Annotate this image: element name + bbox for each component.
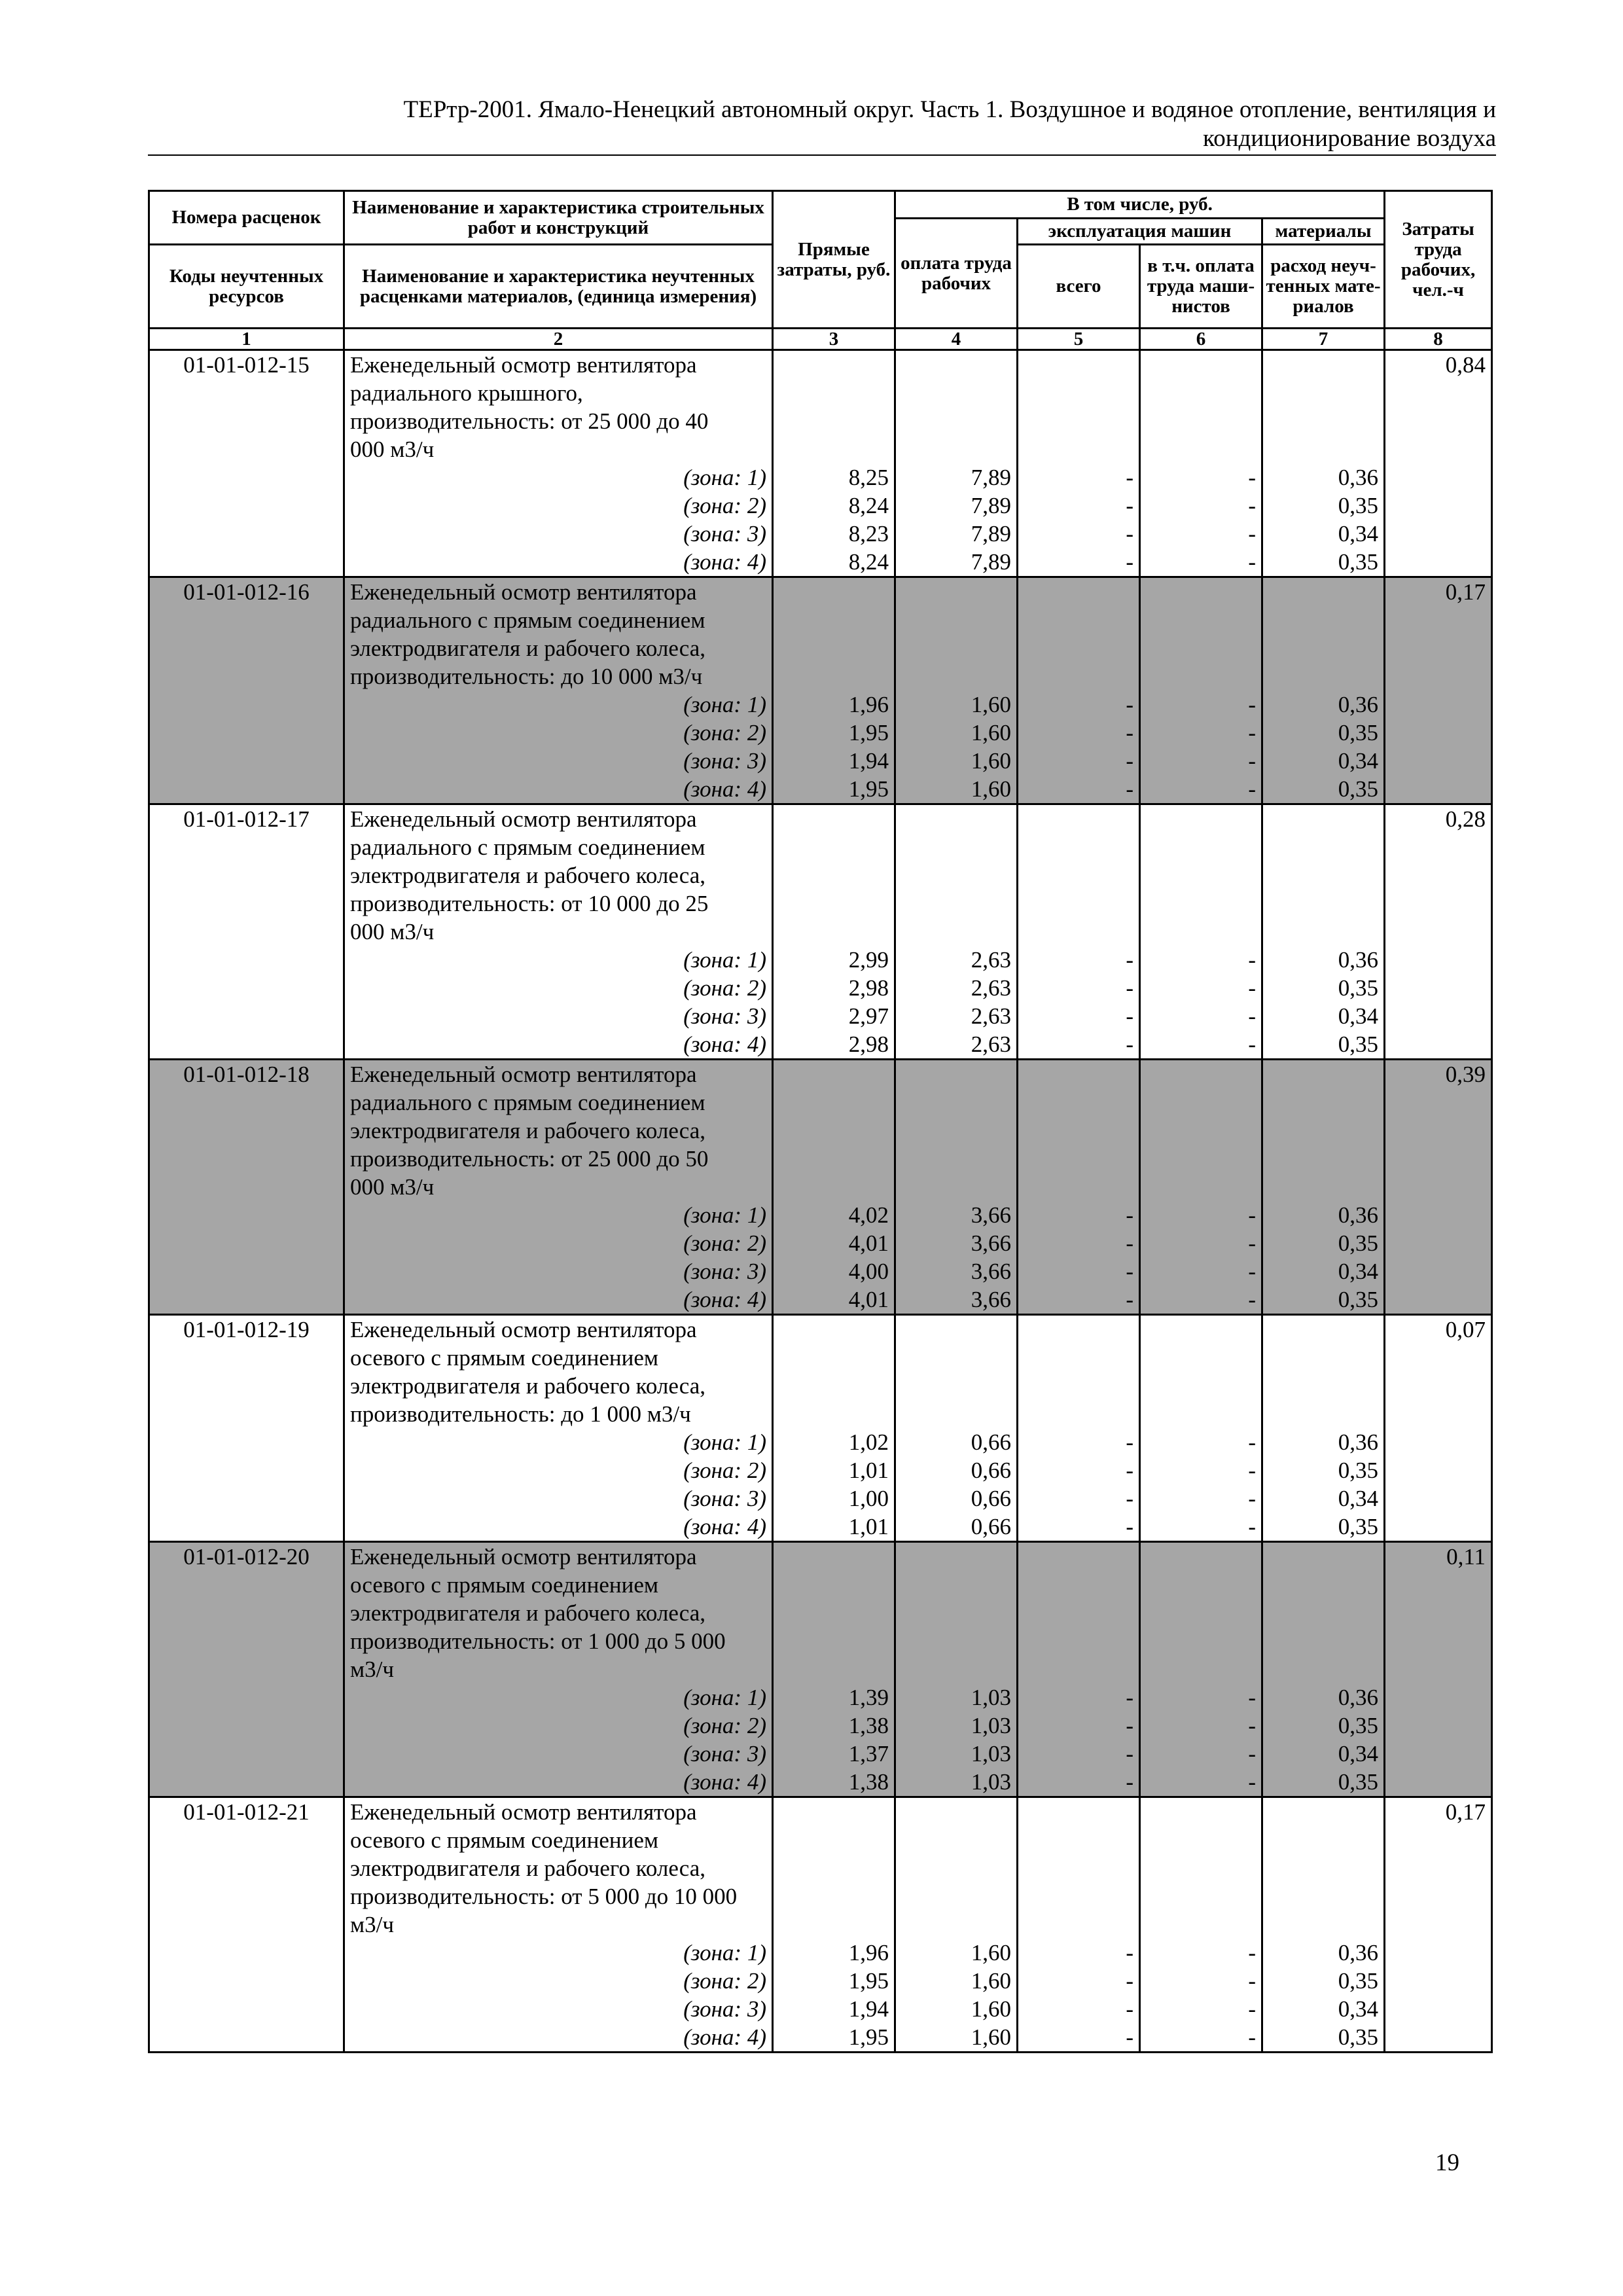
rate-name-line: Еженедельный осмотр вентилятора [350, 1317, 697, 1342]
zone-row [149, 1712, 1492, 1740]
rate-block [149, 1060, 1492, 1315]
zone-row [149, 747, 1492, 775]
worker-wage: 1,60 [895, 1967, 1018, 1995]
machinist-wage: - [1140, 1456, 1262, 1484]
col6-header: в т.ч. оплата труда маши-нистов [1140, 245, 1262, 329]
worker-wage: 3,66 [895, 1285, 1018, 1315]
zone-row [149, 1740, 1492, 1768]
rate-name-line: электродвигателя и рабочего колеса, [350, 1856, 706, 1881]
rate-name-line: осевого с прямым соединением [350, 1827, 659, 1853]
zone-label: (зона: 4) [344, 548, 773, 577]
zone-row [149, 1456, 1492, 1484]
materials-cost: 0,35 [1262, 1456, 1385, 1484]
machine-total: - [1018, 719, 1140, 747]
machine-total: - [1018, 946, 1140, 974]
machine-total: - [1018, 1967, 1140, 1995]
materials-cost: 0,35 [1262, 1768, 1385, 1797]
zone-label: (зона: 2) [344, 1229, 773, 1257]
zone-label: (зона: 4) [344, 1513, 773, 1542]
machinist-wage: - [1140, 1967, 1262, 1995]
materials-cost: 0,36 [1262, 463, 1385, 492]
worker-wage: 2,63 [895, 946, 1018, 974]
machinist-wage: - [1140, 719, 1262, 747]
rate-name-line: электродвигателя и рабочего колеса, [350, 636, 706, 661]
direct-cost: 8,23 [773, 520, 895, 548]
rate-code: 01-01-012-15 [149, 350, 344, 464]
machine-total: - [1018, 691, 1140, 719]
zone-label: (зона: 2) [344, 974, 773, 1002]
col1-top-header: Номера расценок [149, 191, 344, 245]
direct-cost: 4,01 [773, 1285, 895, 1315]
incl-header: В том числе, руб. [895, 191, 1385, 219]
machine-total: - [1018, 1428, 1140, 1456]
rate-block [149, 1542, 1492, 1797]
zone-label: (зона: 3) [344, 1257, 773, 1285]
zone-label: (зона: 3) [344, 1995, 773, 2023]
machinist-wage: - [1140, 1484, 1262, 1513]
materials-cost: 0,35 [1262, 719, 1385, 747]
rate-name-line: производительность: до 1 000 м3/ч [350, 1401, 691, 1427]
labor-cost: 0,17 [1385, 1797, 1492, 1939]
column-number: 5 [1018, 329, 1140, 350]
worker-wage: 0,66 [895, 1456, 1018, 1484]
labor-cost: 0,39 [1385, 1060, 1492, 1202]
column-number: 1 [149, 329, 344, 350]
col1-bottom-header: Коды неучтенных ресурсов [149, 245, 344, 329]
zone-label: (зона: 1) [344, 1683, 773, 1712]
rate-code: 01-01-012-18 [149, 1060, 344, 1202]
rate-name-line: Еженедельный осмотр вентилятора [350, 1062, 697, 1087]
rate-name [344, 577, 773, 691]
worker-wage: 1,60 [895, 1995, 1018, 2023]
direct-cost: 1,00 [773, 1484, 895, 1513]
zone-label: (зона: 4) [344, 1768, 773, 1797]
machines-header: эксплуатация машин [1018, 219, 1262, 245]
materials-cost: 0,36 [1262, 946, 1385, 974]
materials-cost: 0,36 [1262, 1683, 1385, 1712]
machine-total: - [1018, 1939, 1140, 1967]
direct-cost: 1,95 [773, 775, 895, 804]
zone-label: (зона: 1) [344, 1939, 773, 1967]
materials-cost: 0,35 [1262, 2023, 1385, 2053]
direct-cost: 2,97 [773, 1002, 895, 1030]
col8-header: Затраты труда рабочих, чел.-ч [1385, 191, 1492, 329]
rate-block [149, 577, 1492, 804]
worker-wage: 1,60 [895, 691, 1018, 719]
direct-cost: 2,98 [773, 1030, 895, 1060]
rate-name-line: 000 м3/ч [350, 919, 435, 944]
materials-cost: 0,35 [1262, 1513, 1385, 1542]
rate-name [344, 1315, 773, 1429]
worker-wage: 0,66 [895, 1484, 1018, 1513]
machine-total: - [1018, 1740, 1140, 1768]
machine-total: - [1018, 1484, 1140, 1513]
rate-name-line: производительность: от 10 000 до 25 [350, 891, 709, 916]
worker-wage: 2,63 [895, 1002, 1018, 1030]
col2-bottom-header: Наименование и характеристика неучтенных расценками материалов, (единица измерения) [344, 245, 773, 329]
column-number: 4 [895, 329, 1018, 350]
machine-total: - [1018, 492, 1140, 520]
page-header [148, 96, 1496, 156]
materials-cost: 0,34 [1262, 1995, 1385, 2023]
header-line-1: ТЕРтр-2001. Ямало-Ненецкий автономный округ. Часть 1. Воздушное и водяное отопление, вентиляция и [403, 96, 1496, 123]
worker-wage: 0,66 [895, 1513, 1018, 1542]
worker-wage: 1,03 [895, 1712, 1018, 1740]
zone-row [149, 719, 1492, 747]
machinist-wage: - [1140, 463, 1262, 492]
rate-title-row [149, 1060, 1492, 1202]
machinist-wage: - [1140, 691, 1262, 719]
zone-row [149, 1428, 1492, 1456]
direct-cost: 8,24 [773, 492, 895, 520]
rate-code: 01-01-012-19 [149, 1315, 344, 1429]
direct-cost: 1,95 [773, 2023, 895, 2053]
rate-code: 01-01-012-17 [149, 804, 344, 946]
zone-label: (зона: 4) [344, 1285, 773, 1315]
zone-label: (зона: 1) [344, 946, 773, 974]
zone-row [149, 548, 1492, 577]
zone-row [149, 463, 1492, 492]
zone-label: (зона: 4) [344, 775, 773, 804]
machinist-wage: - [1140, 1740, 1262, 1768]
zone-label: (зона: 1) [344, 1201, 773, 1229]
machine-total: - [1018, 1285, 1140, 1315]
col5-header: всего [1018, 245, 1140, 329]
machinist-wage: - [1140, 548, 1262, 577]
materials-cost: 0,34 [1262, 1740, 1385, 1768]
materials-cost: 0,36 [1262, 1939, 1385, 1967]
machinist-wage: - [1140, 747, 1262, 775]
machine-total: - [1018, 775, 1140, 804]
materials-cost: 0,34 [1262, 1257, 1385, 1285]
zone-row [149, 691, 1492, 719]
machine-total: - [1018, 1995, 1140, 2023]
machine-total: - [1018, 1030, 1140, 1060]
worker-wage: 1,60 [895, 747, 1018, 775]
rate-title-row [149, 1797, 1492, 1939]
machine-total: - [1018, 1712, 1140, 1740]
worker-wage: 3,66 [895, 1257, 1018, 1285]
machine-total: - [1018, 1456, 1140, 1484]
rate-name-line: электродвигателя и рабочего колеса, [350, 1600, 706, 1626]
direct-cost: 1,95 [773, 1967, 895, 1995]
direct-cost: 1,38 [773, 1712, 895, 1740]
zone-label: (зона: 2) [344, 1712, 773, 1740]
machinist-wage: - [1140, 775, 1262, 804]
direct-cost: 2,98 [773, 974, 895, 1002]
worker-wage: 7,89 [895, 492, 1018, 520]
machinist-wage: - [1140, 1683, 1262, 1712]
col2-top-header: Наименование и характеристика строительных работ и конструкций [344, 191, 773, 245]
rate-block [149, 1797, 1492, 2053]
machinist-wage: - [1140, 1030, 1262, 1060]
machinist-wage: - [1140, 2023, 1262, 2053]
machinist-wage: - [1140, 974, 1262, 1002]
direct-cost: 1,01 [773, 1513, 895, 1542]
materials-cost: 0,35 [1262, 1285, 1385, 1315]
zone-label: (зона: 1) [344, 463, 773, 492]
rate-name-line: осевого с прямым соединением [350, 1345, 659, 1371]
materials-header: материалы [1262, 219, 1385, 245]
materials-cost: 0,35 [1262, 492, 1385, 520]
zone-row [149, 1201, 1492, 1229]
machine-total: - [1018, 1257, 1140, 1285]
direct-cost: 8,25 [773, 463, 895, 492]
machine-total: - [1018, 2023, 1140, 2053]
zone-row [149, 1484, 1492, 1513]
rate-name [344, 804, 773, 946]
col4-header: оплата труда рабочих [895, 219, 1018, 329]
zone-row [149, 775, 1492, 804]
rate-name-line: производительность: от 5 000 до 10 000 [350, 1884, 738, 1909]
zone-label: (зона: 3) [344, 1484, 773, 1513]
zone-row [149, 1995, 1492, 2023]
labor-cost: 0,28 [1385, 804, 1492, 946]
col7-header: расход неуч-тенных мате-риалов [1262, 245, 1385, 329]
rate-name-line: Еженедельный осмотр вентилятора [350, 579, 697, 605]
machine-total: - [1018, 974, 1140, 1002]
worker-wage: 2,63 [895, 1030, 1018, 1060]
rate-code: 01-01-012-21 [149, 1797, 344, 1939]
machine-total: - [1018, 1229, 1140, 1257]
machinist-wage: - [1140, 520, 1262, 548]
zone-label: (зона: 4) [344, 1030, 773, 1060]
machinist-wage: - [1140, 492, 1262, 520]
materials-cost: 0,36 [1262, 1428, 1385, 1456]
materials-cost: 0,35 [1262, 1712, 1385, 1740]
machinist-wage: - [1140, 1768, 1262, 1797]
rate-title-row [149, 577, 1492, 691]
rate-name-line: производительность: от 1 000 до 5 000 [350, 1628, 726, 1654]
labor-cost: 0,11 [1385, 1542, 1492, 1684]
zone-row [149, 1030, 1492, 1060]
zone-label: (зона: 3) [344, 1002, 773, 1030]
rate-name-line: производительность: от 25 000 до 50 [350, 1146, 709, 1172]
machinist-wage: - [1140, 1201, 1262, 1229]
rate-name [344, 1797, 773, 1939]
rate-title-row [149, 1315, 1492, 1429]
worker-wage: 1,60 [895, 1939, 1018, 1967]
materials-cost: 0,36 [1262, 1201, 1385, 1229]
direct-cost: 4,01 [773, 1229, 895, 1257]
machine-total: - [1018, 1201, 1140, 1229]
page-number: 19 [1435, 2149, 1459, 2176]
labor-cost: 0,07 [1385, 1315, 1492, 1429]
machinist-wage: - [1140, 1428, 1262, 1456]
zone-label: (зона: 2) [344, 492, 773, 520]
worker-wage: 1,60 [895, 719, 1018, 747]
zone-row [149, 1768, 1492, 1797]
direct-cost: 1,01 [773, 1456, 895, 1484]
machine-total: - [1018, 1683, 1140, 1712]
rate-name-line: радиального крышного, [350, 380, 583, 406]
zone-row [149, 1229, 1492, 1257]
materials-cost: 0,35 [1262, 1030, 1385, 1060]
rate-name-line: осевого с прямым соединением [350, 1572, 659, 1598]
materials-cost: 0,35 [1262, 775, 1385, 804]
zone-row [149, 1939, 1492, 1967]
direct-cost: 1,96 [773, 1939, 895, 1967]
direct-cost: 8,24 [773, 548, 895, 577]
rate-name [344, 350, 773, 464]
worker-wage: 2,63 [895, 974, 1018, 1002]
zone-row [149, 1967, 1492, 1995]
machinist-wage: - [1140, 1939, 1262, 1967]
worker-wage: 7,89 [895, 548, 1018, 577]
direct-cost: 1,38 [773, 1768, 895, 1797]
worker-wage: 0,66 [895, 1428, 1018, 1456]
rate-code: 01-01-012-16 [149, 577, 344, 691]
zone-row [149, 1257, 1492, 1285]
rate-title-row [149, 1542, 1492, 1684]
materials-cost: 0,35 [1262, 1229, 1385, 1257]
direct-cost: 1,02 [773, 1428, 895, 1456]
machinist-wage: - [1140, 946, 1262, 974]
materials-cost: 0,35 [1262, 548, 1385, 577]
zone-row [149, 1513, 1492, 1542]
materials-cost: 0,35 [1262, 1967, 1385, 1995]
rate-title-row [149, 804, 1492, 946]
zone-row [149, 946, 1492, 974]
direct-cost: 1,94 [773, 747, 895, 775]
machine-total: - [1018, 463, 1140, 492]
column-number: 3 [773, 329, 895, 350]
zone-row [149, 974, 1492, 1002]
zone-label: (зона: 3) [344, 520, 773, 548]
rate-name-line: производительность: до 10 000 м3/ч [350, 664, 703, 689]
machinist-wage: - [1140, 1995, 1262, 2023]
col3-header: Прямые затраты, руб. [773, 191, 895, 329]
zone-label: (зона: 2) [344, 719, 773, 747]
machinist-wage: - [1140, 1229, 1262, 1257]
rate-name-line: электродвигателя и рабочего колеса, [350, 1373, 706, 1399]
rates-table [148, 190, 1493, 2053]
zone-label: (зона: 3) [344, 1740, 773, 1768]
rate-block [149, 1315, 1492, 1542]
labor-cost: 0,84 [1385, 350, 1492, 464]
machine-total: - [1018, 548, 1140, 577]
direct-cost: 1,96 [773, 691, 895, 719]
zone-label: (зона: 3) [344, 747, 773, 775]
zone-row [149, 492, 1492, 520]
column-number: 6 [1140, 329, 1262, 350]
zone-label: (зона: 1) [344, 1428, 773, 1456]
machine-total: - [1018, 1768, 1140, 1797]
machinist-wage: - [1140, 1257, 1262, 1285]
machine-total: - [1018, 520, 1140, 548]
materials-cost: 0,35 [1262, 974, 1385, 1002]
worker-wage: 1,03 [895, 1768, 1018, 1797]
direct-cost: 1,95 [773, 719, 895, 747]
direct-cost: 1,39 [773, 1683, 895, 1712]
direct-cost: 4,00 [773, 1257, 895, 1285]
machinist-wage: - [1140, 1002, 1262, 1030]
zone-row [149, 2023, 1492, 2053]
rate-title-row [149, 350, 1492, 464]
worker-wage: 3,66 [895, 1229, 1018, 1257]
column-number: 2 [344, 329, 773, 350]
machine-total: - [1018, 1513, 1140, 1542]
rate-name-line: м3/ч [350, 1657, 394, 1682]
rate-name-line: электродвигателя и рабочего колеса, [350, 1118, 706, 1143]
worker-wage: 7,89 [895, 520, 1018, 548]
rate-code: 01-01-012-20 [149, 1542, 344, 1684]
column-number: 8 [1385, 329, 1492, 350]
rate-name-line: Еженедельный осмотр вентилятора [350, 806, 697, 832]
rate-block [149, 804, 1492, 1060]
direct-cost: 4,02 [773, 1201, 895, 1229]
rate-name [344, 1060, 773, 1202]
direct-cost: 1,37 [773, 1740, 895, 1768]
machine-total: - [1018, 747, 1140, 775]
rate-name-line: Еженедельный осмотр вентилятора [350, 1544, 697, 1570]
zone-row [149, 1002, 1492, 1030]
machinist-wage: - [1140, 1712, 1262, 1740]
materials-cost: 0,34 [1262, 1002, 1385, 1030]
machinist-wage: - [1140, 1285, 1262, 1315]
rate-name-line: 000 м3/ч [350, 1174, 435, 1200]
rate-name-line: производительность: от 25 000 до 40 [350, 408, 709, 434]
rate-name-line: радиального с прямым соединением [350, 1090, 705, 1115]
rate-name-line: радиального с прямым соединением [350, 834, 705, 860]
worker-wage: 1,03 [895, 1740, 1018, 1768]
materials-cost: 0,34 [1262, 1484, 1385, 1513]
rate-name-line: Еженедельный осмотр вентилятора [350, 1799, 697, 1825]
machine-total: - [1018, 1002, 1140, 1030]
worker-wage: 1,60 [895, 2023, 1018, 2053]
worker-wage: 1,03 [895, 1683, 1018, 1712]
column-numbers-row [149, 329, 1492, 350]
zone-label: (зона: 4) [344, 2023, 773, 2053]
rate-name-line: электродвигателя и рабочего колеса, [350, 863, 706, 888]
zone-row [149, 1683, 1492, 1712]
rate-block [149, 350, 1492, 577]
zone-label: (зона: 2) [344, 1967, 773, 1995]
rate-name-line: радиального с прямым соединением [350, 607, 705, 633]
direct-cost: 2,99 [773, 946, 895, 974]
worker-wage: 7,89 [895, 463, 1018, 492]
materials-cost: 0,36 [1262, 691, 1385, 719]
zone-label: (зона: 1) [344, 691, 773, 719]
materials-cost: 0,34 [1262, 520, 1385, 548]
machinist-wage: - [1140, 1513, 1262, 1542]
column-number: 7 [1262, 329, 1385, 350]
table-head [149, 191, 1492, 350]
rate-name-line: м3/ч [350, 1912, 394, 1937]
header-line-2: кондиционирование воздуха [1203, 125, 1496, 152]
labor-cost: 0,17 [1385, 577, 1492, 691]
zone-row [149, 520, 1492, 548]
direct-cost: 1,94 [773, 1995, 895, 2023]
worker-wage: 1,60 [895, 775, 1018, 804]
worker-wage: 3,66 [895, 1201, 1018, 1229]
rate-name-line: 000 м3/ч [350, 437, 435, 462]
zone-label: (зона: 2) [344, 1456, 773, 1484]
zone-row [149, 1285, 1492, 1315]
rate-name [344, 1542, 773, 1684]
rate-name-line: Еженедельный осмотр вентилятора [350, 352, 697, 378]
materials-cost: 0,34 [1262, 747, 1385, 775]
